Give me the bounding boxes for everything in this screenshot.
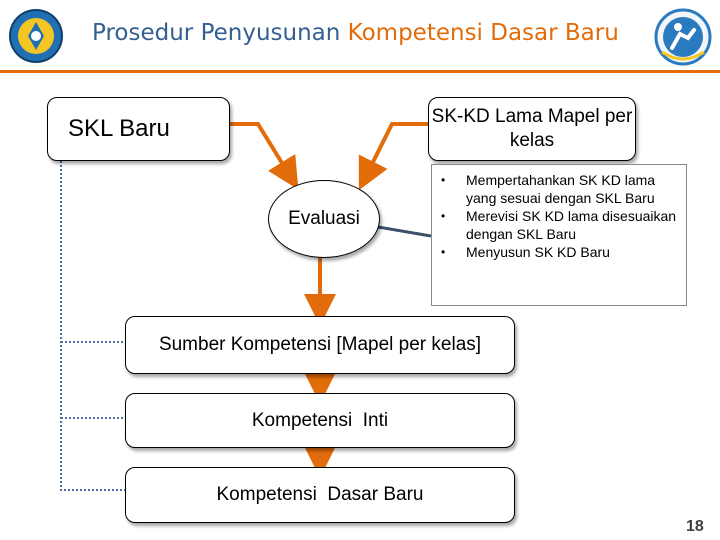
title-part-2: Kompetensi Dasar Baru [347, 20, 619, 46]
arrow-skl-to-evaluasi [230, 124, 290, 176]
node-sumber-kompetensi-label: Sumber Kompetensi [Mapel per kelas] [158, 334, 482, 355]
node-kompetensi-inti-label: Kompetensi Inti [251, 409, 389, 431]
node-evaluasi [268, 180, 380, 258]
page-number: 18 [686, 518, 704, 535]
option-item: • Merevisi SK KD lama disesuaikan dengan SKL Baru [466, 207, 680, 243]
option-item: • Mempertahankan SK KD lama yang sesuai dengan SKL Baru [466, 171, 680, 207]
node-skl-baru-label: SKL Baru [68, 115, 170, 142]
connector-evaluasi-to-options [372, 226, 431, 236]
node-sk-kd-lama [428, 97, 636, 161]
arrow-skkd-to-evaluasi [366, 124, 428, 176]
title-part-1: Prosedur Penyusunan [92, 20, 348, 46]
node-sumber-kompetensi [125, 316, 515, 374]
option-item: • Menyusun SK KD Baru [466, 243, 680, 261]
node-kompetensi-dasar-baru [125, 467, 515, 523]
dotted-bracket [61, 161, 125, 490]
node-kompetensi-inti [125, 393, 515, 448]
evaluation-options [431, 164, 687, 306]
node-evaluasi-label: Evaluasi [288, 208, 360, 229]
node-kompetensi-dasar-baru-label: Kompetensi Dasar Baru [216, 484, 424, 505]
node-sk-kd-lama-label: SK-KD Lama Mapel per kelas [431, 106, 633, 151]
node-skl-baru [47, 97, 230, 161]
